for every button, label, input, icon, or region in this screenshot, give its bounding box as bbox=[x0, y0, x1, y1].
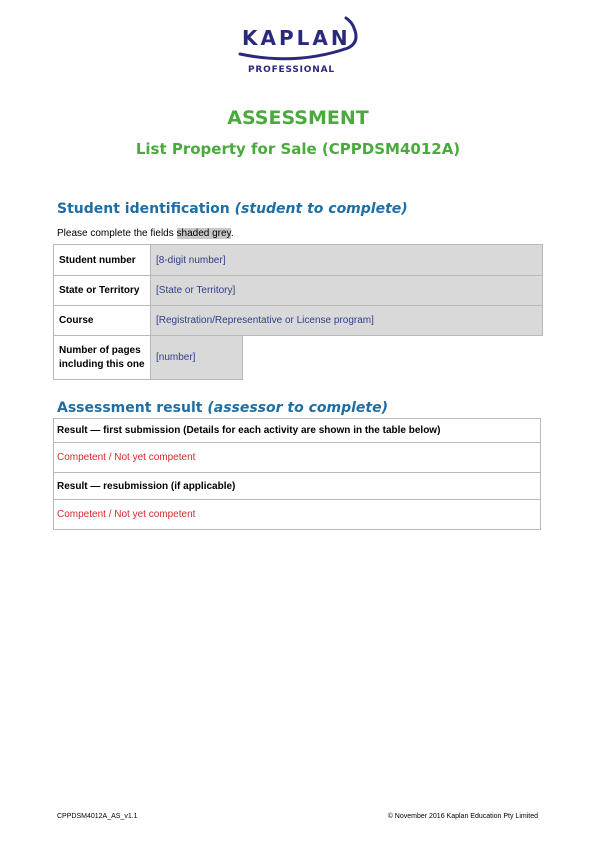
student-identification-heading bbox=[57, 201, 408, 217]
table-row bbox=[54, 276, 543, 306]
table-row bbox=[54, 473, 541, 500]
state-territory-field[interactable]: [State or Territory] bbox=[151, 276, 543, 306]
heading-emphasis: (assessor to complete) bbox=[207, 400, 389, 416]
assessment-result-heading bbox=[57, 400, 388, 416]
state-territory-label: State or Territory bbox=[54, 276, 151, 306]
heading-text: Assessment result bbox=[57, 400, 208, 416]
instruction-after: . bbox=[230, 228, 234, 239]
table-row bbox=[54, 306, 543, 336]
page-count-table bbox=[53, 335, 243, 380]
resubmission-label: Result — resubmission (if applicable) bbox=[54, 473, 541, 500]
logo-subtitle: PROFESSIONAL bbox=[248, 65, 335, 75]
instruction-text bbox=[57, 228, 234, 239]
instruction-shaded: shaded grey bbox=[176, 228, 231, 239]
assessment-result-table bbox=[53, 418, 541, 530]
instruction-before: Please complete the fields bbox=[57, 228, 177, 239]
footer-document-code: CPPDSM4012A_AS_v1.1 bbox=[57, 813, 138, 820]
resubmission-result[interactable]: Competent / Not yet competent bbox=[54, 500, 541, 530]
course-field[interactable]: [Registration/Representative or License program] bbox=[151, 306, 543, 336]
heading-text: Student identification bbox=[57, 201, 235, 217]
table-row bbox=[54, 443, 541, 473]
table-row bbox=[54, 500, 541, 530]
kaplan-logo bbox=[236, 14, 360, 80]
student-identification-table bbox=[53, 244, 543, 336]
table-row bbox=[54, 245, 543, 276]
logo-wordmark: KAPLAN bbox=[242, 26, 351, 50]
first-submission-result[interactable]: Competent / Not yet competent bbox=[54, 443, 541, 473]
heading-emphasis: (student to complete) bbox=[234, 201, 408, 217]
course-label: Course bbox=[54, 306, 151, 336]
first-submission-label: Result — first submission (Details for each activity are shown in the table below) bbox=[54, 419, 541, 443]
footer-copyright: © November 2016 Kaplan Education Pty Limited bbox=[387, 813, 538, 820]
table-row bbox=[54, 336, 243, 380]
page-count-label: Number of pages including this one bbox=[54, 336, 151, 380]
document-subtitle: List Property for Sale (CPPDSM4012A) bbox=[135, 140, 461, 158]
page-count-field[interactable]: [number] bbox=[151, 336, 243, 380]
table-row bbox=[54, 419, 541, 443]
student-number-label: Student number bbox=[54, 245, 151, 276]
student-number-field[interactable]: [8-digit number] bbox=[151, 245, 543, 276]
document-title: ASSESSMENT bbox=[227, 107, 369, 129]
